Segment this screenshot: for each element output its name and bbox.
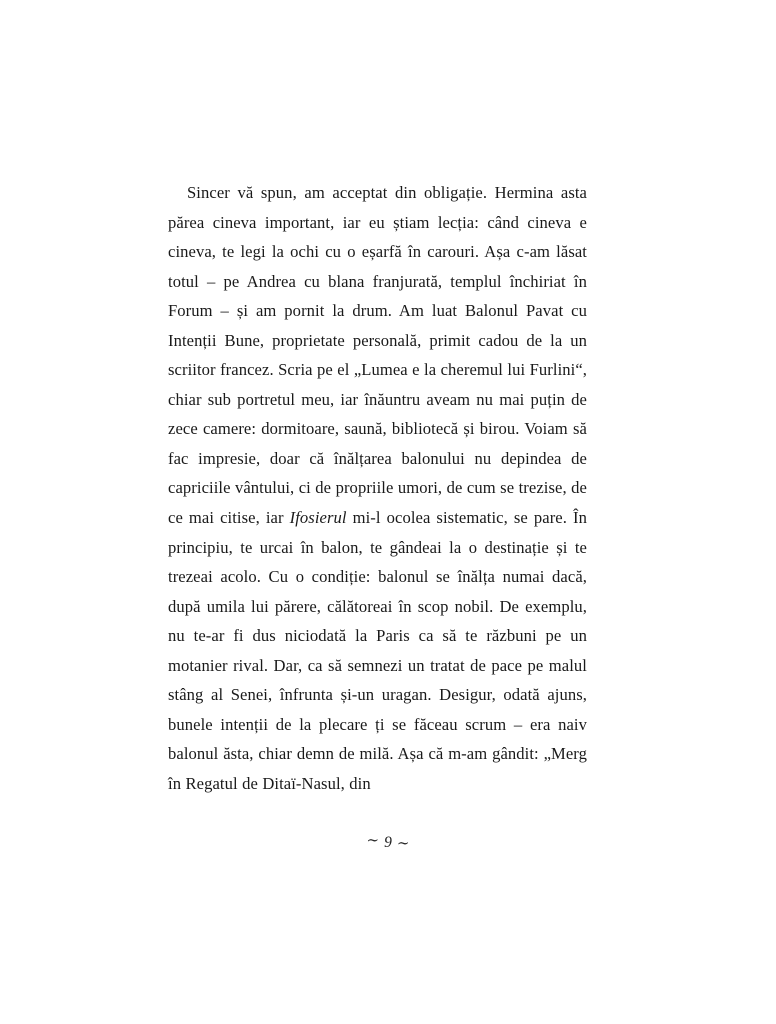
italicized-title: Ifosierul xyxy=(289,508,347,528)
paragraph-text-after-italic: mi-l ocolea sistematic, se pare. În principiu, te urcai în balon, te gândeai la o destinație și te trezeai acolo. Cu o condiție: balonul se înălța numai dacă, după umila lui părere, călătoreai în scop nobil. De exemplu, nu te-ar fi dus niciodată la Paris ca să te răzbuni pe un motanier rival. Dar, ca să semnezi un tratat de pace pe malul stâng al Senei, înfrunta și-un uragan. Desigur, odată ajuns, bunele intenții de la plecare ți se făceau scrum – era naiv balonul ăsta, chiar demn de milă. Așa că m-am gândit: „Merg în Regatul de Ditaï-Nasul, din xyxy=(168,508,587,793)
body-paragraph xyxy=(168,178,587,798)
paragraph-text-before-italic: Sincer vă spun, am acceptat din obligație. Hermina asta părea cineva important, iar eu știam lecția: când cineva e cineva, te legi la ochi cu o eșarfă în carouri. Așa c-am lăsat totul – pe Andrea cu blana franjurată, templul închiriat în Forum – și am pornit la drum. Am luat Balonul Pavat cu Intenții Bune, proprietate personală, primit cadou de la un scriitor francez. Scria pe el „Lumea e la cheremul lui Furlini“, chiar sub portretul meu, iar înăuntru aveam nu mai puțin de zece camere: dormitoare, saună, bibliotecă și birou. Voiam să fac impresie, doar că înălțarea balonului nu depindea de capriciile vântului, ci de propriile umori, de cum se trezise, de ce mai citise, iar xyxy=(168,183,588,528)
page-number: 9 xyxy=(384,833,392,851)
page-folio xyxy=(0,832,776,853)
swash-ornament-left-icon: ∼ xyxy=(366,832,380,849)
text-column xyxy=(168,178,587,798)
swash-ornament-right-icon: ∼ xyxy=(396,835,410,852)
